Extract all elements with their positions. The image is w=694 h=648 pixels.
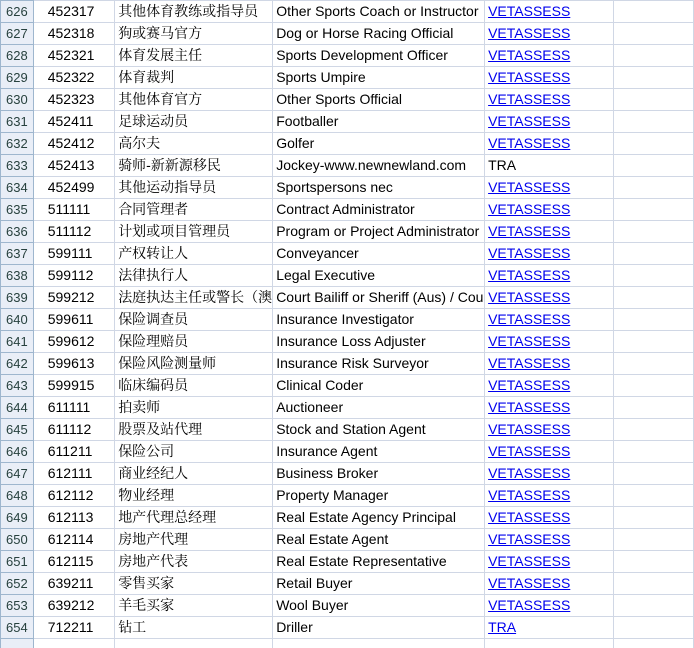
empty-cell[interactable] xyxy=(613,617,693,639)
occupation-code-cell[interactable]: 511111 xyxy=(33,199,114,221)
empty-cell[interactable] xyxy=(613,463,693,485)
chinese-title-cell[interactable]: 拍卖师 xyxy=(115,397,273,419)
chinese-title-cell[interactable]: 其他运动指导员 xyxy=(115,177,273,199)
assessing-authority-link[interactable]: TRA xyxy=(485,617,614,639)
assessing-authority-link[interactable]: VETASSESS xyxy=(485,133,614,155)
occupation-code-cell[interactable]: 599212 xyxy=(33,287,114,309)
chinese-title-cell[interactable]: 保险公司 xyxy=(115,441,273,463)
chinese-title-cell[interactable]: 零售买家 xyxy=(115,573,273,595)
table-row[interactable] xyxy=(1,551,694,573)
row-header[interactable]: 641 xyxy=(1,331,34,353)
occupation-code-cell[interactable]: 599613 xyxy=(33,353,114,375)
assessing-authority-link[interactable]: VETASSESS xyxy=(485,463,614,485)
table-row[interactable] xyxy=(1,529,694,551)
empty-cell[interactable] xyxy=(613,45,693,67)
table-row[interactable] xyxy=(1,419,694,441)
assessing-authority-link[interactable]: VETASSESS xyxy=(485,89,614,111)
row-header[interactable]: 651 xyxy=(1,551,34,573)
row-header[interactable]: 637 xyxy=(1,243,34,265)
english-title-cell[interactable]: Sportspersons nec xyxy=(273,177,485,199)
table-row[interactable] xyxy=(1,485,694,507)
english-title-cell[interactable]: Real Estate Agency Principal xyxy=(273,507,485,529)
empty-cell[interactable] xyxy=(613,89,693,111)
row-header[interactable]: 640 xyxy=(1,309,34,331)
row-header[interactable]: 638 xyxy=(1,265,34,287)
table-row[interactable] xyxy=(1,111,694,133)
occupation-code-cell[interactable]: 612112 xyxy=(33,485,114,507)
chinese-title-cell[interactable]: 计划或项目管理员 xyxy=(115,221,273,243)
row-header[interactable]: 645 xyxy=(1,419,34,441)
row-header[interactable]: 633 xyxy=(1,155,34,177)
assessing-authority-link[interactable]: VETASSESS xyxy=(485,573,614,595)
occupation-code-cell[interactable]: 612113 xyxy=(33,507,114,529)
assessing-authority-link[interactable]: VETASSESS xyxy=(485,1,614,23)
row-header[interactable]: 627 xyxy=(1,23,34,45)
empty-cell[interactable] xyxy=(613,287,693,309)
chinese-title-cell[interactable]: 狗或赛马官方 xyxy=(115,23,273,45)
table-row[interactable] xyxy=(1,309,694,331)
english-title-cell[interactable]: Clinical Coder xyxy=(273,375,485,397)
occupation-code-cell[interactable]: 599111 xyxy=(33,243,114,265)
occupation-code-cell[interactable]: 599915 xyxy=(33,375,114,397)
english-title-cell[interactable]: Retail Buyer xyxy=(273,573,485,595)
table-row[interactable] xyxy=(1,89,694,111)
row-header[interactable]: 630 xyxy=(1,89,34,111)
chinese-title-cell[interactable]: 地产代理总经理 xyxy=(115,507,273,529)
chinese-title-cell[interactable]: 保险风险测量师 xyxy=(115,353,273,375)
english-title-cell[interactable]: Insurance Investigator xyxy=(273,309,485,331)
table-row[interactable] xyxy=(1,375,694,397)
row-header[interactable]: 649 xyxy=(1,507,34,529)
assessing-authority-link[interactable]: VETASSESS xyxy=(485,551,614,573)
occupation-code-cell[interactable]: 452323 xyxy=(33,89,114,111)
occupation-code-cell[interactable]: 452499 xyxy=(33,177,114,199)
row-header[interactable]: 652 xyxy=(1,573,34,595)
assessing-authority-cell[interactable] xyxy=(485,639,614,648)
row-header[interactable]: 642 xyxy=(1,353,34,375)
table-row[interactable] xyxy=(1,221,694,243)
table-row[interactable] xyxy=(1,463,694,485)
assessing-authority-link[interactable]: VETASSESS xyxy=(485,485,614,507)
empty-cell[interactable] xyxy=(613,1,693,23)
table-row[interactable] xyxy=(1,331,694,353)
table-row[interactable] xyxy=(1,397,694,419)
empty-cell[interactable] xyxy=(613,375,693,397)
occupation-code-cell[interactable]: 452321 xyxy=(33,45,114,67)
assessing-authority-link[interactable]: VETASSESS xyxy=(485,441,614,463)
occupation-code-cell[interactable]: 611211 xyxy=(33,441,114,463)
row-header[interactable]: 644 xyxy=(1,397,34,419)
table-row[interactable] xyxy=(1,67,694,89)
table-row[interactable] xyxy=(1,441,694,463)
chinese-title-cell[interactable]: 钻工 xyxy=(115,617,273,639)
empty-cell[interactable] xyxy=(613,595,693,617)
table-row[interactable] xyxy=(1,45,694,67)
english-title-cell[interactable]: Sports Umpire xyxy=(273,67,485,89)
assessing-authority-link[interactable]: VETASSESS xyxy=(485,23,614,45)
occupation-code-cell[interactable] xyxy=(33,639,114,648)
assessing-authority-cell[interactable]: TRA xyxy=(485,155,614,177)
english-title-cell[interactable]: Conveyancer xyxy=(273,243,485,265)
row-header[interactable]: 650 xyxy=(1,529,34,551)
english-title-cell[interactable]: Court Bailiff or Sheriff (Aus) / Cou xyxy=(273,287,485,309)
chinese-title-cell[interactable]: 其他体育官方 xyxy=(115,89,273,111)
assessing-authority-link[interactable]: VETASSESS xyxy=(485,287,614,309)
empty-cell[interactable] xyxy=(613,111,693,133)
row-header[interactable]: 654 xyxy=(1,617,34,639)
empty-cell[interactable] xyxy=(613,243,693,265)
chinese-title-cell[interactable]: 保险调查员 xyxy=(115,309,273,331)
empty-cell[interactable] xyxy=(613,177,693,199)
occupation-code-cell[interactable]: 452412 xyxy=(33,133,114,155)
table-row[interactable] xyxy=(1,639,694,648)
assessing-authority-link[interactable]: VETASSESS xyxy=(485,353,614,375)
empty-cell[interactable] xyxy=(613,199,693,221)
english-title-cell[interactable]: Driller xyxy=(273,617,485,639)
english-title-cell[interactable]: Other Sports Official xyxy=(273,89,485,111)
chinese-title-cell[interactable]: 高尔夫 xyxy=(115,133,273,155)
occupation-code-cell[interactable]: 612114 xyxy=(33,529,114,551)
occupation-code-cell[interactable]: 712211 xyxy=(33,617,114,639)
assessing-authority-link[interactable]: VETASSESS xyxy=(485,265,614,287)
english-title-cell[interactable]: Business Broker xyxy=(273,463,485,485)
occupation-code-cell[interactable]: 612115 xyxy=(33,551,114,573)
chinese-title-cell[interactable]: 物业经理 xyxy=(115,485,273,507)
chinese-title-cell[interactable]: 产权转让人 xyxy=(115,243,273,265)
assessing-authority-link[interactable]: VETASSESS xyxy=(485,309,614,331)
table-row[interactable] xyxy=(1,133,694,155)
table-row[interactable] xyxy=(1,199,694,221)
chinese-title-cell[interactable]: 临床编码员 xyxy=(115,375,273,397)
row-header[interactable]: 626 xyxy=(1,1,34,23)
chinese-title-cell[interactable]: 法律执行人 xyxy=(115,265,273,287)
assessing-authority-link[interactable]: VETASSESS xyxy=(485,243,614,265)
english-title-cell[interactable]: Stock and Station Agent xyxy=(273,419,485,441)
english-title-cell[interactable]: Insurance Agent xyxy=(273,441,485,463)
empty-cell[interactable] xyxy=(613,507,693,529)
assessing-authority-link[interactable]: VETASSESS xyxy=(485,111,614,133)
assessing-authority-link[interactable]: VETASSESS xyxy=(485,67,614,89)
empty-cell[interactable] xyxy=(613,67,693,89)
row-header[interactable]: 643 xyxy=(1,375,34,397)
assessing-authority-link[interactable]: VETASSESS xyxy=(485,375,614,397)
row-header[interactable]: 639 xyxy=(1,287,34,309)
english-title-cell[interactable]: Golfer xyxy=(273,133,485,155)
occupation-code-cell[interactable]: 639211 xyxy=(33,573,114,595)
chinese-title-cell[interactable]: 体育发展主任 xyxy=(115,45,273,67)
table-row[interactable] xyxy=(1,595,694,617)
empty-cell[interactable] xyxy=(613,551,693,573)
table-row[interactable] xyxy=(1,617,694,639)
occupation-code-cell[interactable]: 599112 xyxy=(33,265,114,287)
table-row[interactable] xyxy=(1,155,694,177)
english-title-cell[interactable]: Program or Project Administrator xyxy=(273,221,485,243)
occupation-code-cell[interactable]: 599611 xyxy=(33,309,114,331)
english-title-cell[interactable]: Insurance Loss Adjuster xyxy=(273,331,485,353)
table-row[interactable] xyxy=(1,507,694,529)
english-title-cell[interactable]: Real Estate Agent xyxy=(273,529,485,551)
chinese-title-cell[interactable]: 股票及站代理 xyxy=(115,419,273,441)
row-header[interactable]: 635 xyxy=(1,199,34,221)
row-header[interactable]: 647 xyxy=(1,463,34,485)
occupation-code-cell[interactable]: 452413 xyxy=(33,155,114,177)
empty-cell[interactable] xyxy=(613,309,693,331)
assessing-authority-link[interactable]: VETASSESS xyxy=(485,529,614,551)
empty-cell[interactable] xyxy=(613,221,693,243)
english-title-cell[interactable]: Wool Buyer xyxy=(273,595,485,617)
assessing-authority-link[interactable]: VETASSESS xyxy=(485,507,614,529)
empty-cell[interactable] xyxy=(613,265,693,287)
empty-cell[interactable] xyxy=(613,529,693,551)
empty-cell[interactable] xyxy=(613,397,693,419)
row-header[interactable]: 653 xyxy=(1,595,34,617)
occupation-code-cell[interactable]: 611111 xyxy=(33,397,114,419)
chinese-title-cell[interactable]: 保险理赔员 xyxy=(115,331,273,353)
empty-cell[interactable] xyxy=(613,573,693,595)
empty-cell[interactable] xyxy=(613,23,693,45)
occupation-code-cell[interactable]: 452322 xyxy=(33,67,114,89)
assessing-authority-link[interactable]: VETASSESS xyxy=(485,45,614,67)
occupation-code-cell[interactable]: 611112 xyxy=(33,419,114,441)
row-header[interactable]: 648 xyxy=(1,485,34,507)
empty-cell[interactable] xyxy=(613,133,693,155)
english-title-cell[interactable]: Jockey-www.newnewland.com xyxy=(273,155,485,177)
assessing-authority-link[interactable]: VETASSESS xyxy=(485,419,614,441)
empty-cell[interactable] xyxy=(613,331,693,353)
empty-cell[interactable] xyxy=(613,155,693,177)
english-title-cell[interactable]: Sports Development Officer xyxy=(273,45,485,67)
row-header[interactable]: 634 xyxy=(1,177,34,199)
empty-cell[interactable] xyxy=(613,441,693,463)
row-header[interactable]: 629 xyxy=(1,67,34,89)
english-title-cell[interactable]: Contract Administrator xyxy=(273,199,485,221)
english-title-cell[interactable]: Footballer xyxy=(273,111,485,133)
occupation-code-cell[interactable]: 452411 xyxy=(33,111,114,133)
row-header[interactable]: 646 xyxy=(1,441,34,463)
english-title-cell[interactable]: Dog or Horse Racing Official xyxy=(273,23,485,45)
chinese-title-cell[interactable]: 房地产代理 xyxy=(115,529,273,551)
chinese-title-cell[interactable]: 房地产代表 xyxy=(115,551,273,573)
chinese-title-cell[interactable]: 商业经纪人 xyxy=(115,463,273,485)
table-row[interactable] xyxy=(1,573,694,595)
chinese-title-cell[interactable]: 体育裁判 xyxy=(115,67,273,89)
assessing-authority-link[interactable]: VETASSESS xyxy=(485,331,614,353)
empty-cell[interactable] xyxy=(613,639,693,648)
occupation-code-cell[interactable]: 452317 xyxy=(33,1,114,23)
chinese-title-cell[interactable] xyxy=(115,639,273,648)
english-title-cell[interactable]: Property Manager xyxy=(273,485,485,507)
row-header[interactable]: 628 xyxy=(1,45,34,67)
english-title-cell[interactable]: Insurance Risk Surveyor xyxy=(273,353,485,375)
table-row[interactable] xyxy=(1,265,694,287)
empty-cell[interactable] xyxy=(613,419,693,441)
assessing-authority-link[interactable]: VETASSESS xyxy=(485,177,614,199)
chinese-title-cell[interactable]: 足球运动员 xyxy=(115,111,273,133)
empty-cell[interactable] xyxy=(613,353,693,375)
table-row[interactable] xyxy=(1,287,694,309)
empty-cell[interactable] xyxy=(613,485,693,507)
english-title-cell[interactable]: Legal Executive xyxy=(273,265,485,287)
table-row[interactable] xyxy=(1,177,694,199)
assessing-authority-link[interactable]: VETASSESS xyxy=(485,199,614,221)
assessing-authority-link[interactable]: VETASSESS xyxy=(485,595,614,617)
occupation-code-cell[interactable]: 511112 xyxy=(33,221,114,243)
assessing-authority-link[interactable]: VETASSESS xyxy=(485,397,614,419)
row-header[interactable]: 636 xyxy=(1,221,34,243)
assessing-authority-link[interactable]: VETASSESS xyxy=(485,221,614,243)
occupation-code-cell[interactable]: 599612 xyxy=(33,331,114,353)
chinese-title-cell[interactable]: 其他体育教练或指导员 xyxy=(115,1,273,23)
table-row[interactable] xyxy=(1,23,694,45)
english-title-cell[interactable]: Other Sports Coach or Instructor xyxy=(273,1,485,23)
chinese-title-cell[interactable]: 法庭执达主任或警长（澳 xyxy=(115,287,273,309)
row-header[interactable]: 631 xyxy=(1,111,34,133)
row-header[interactable]: 632 xyxy=(1,133,34,155)
chinese-title-cell[interactable]: 羊毛买家 xyxy=(115,595,273,617)
occupation-code-cell[interactable]: 452318 xyxy=(33,23,114,45)
english-title-cell[interactable] xyxy=(273,639,485,648)
chinese-title-cell[interactable]: 合同管理者 xyxy=(115,199,273,221)
chinese-title-cell[interactable]: 骑师-新新源移民 xyxy=(115,155,273,177)
table-row[interactable] xyxy=(1,1,694,23)
occupation-code-cell[interactable]: 639212 xyxy=(33,595,114,617)
table-row[interactable] xyxy=(1,243,694,265)
occupation-code-cell[interactable]: 612111 xyxy=(33,463,114,485)
table-row[interactable] xyxy=(1,353,694,375)
english-title-cell[interactable]: Auctioneer xyxy=(273,397,485,419)
row-header[interactable] xyxy=(1,639,34,648)
english-title-cell[interactable]: Real Estate Representative xyxy=(273,551,485,573)
